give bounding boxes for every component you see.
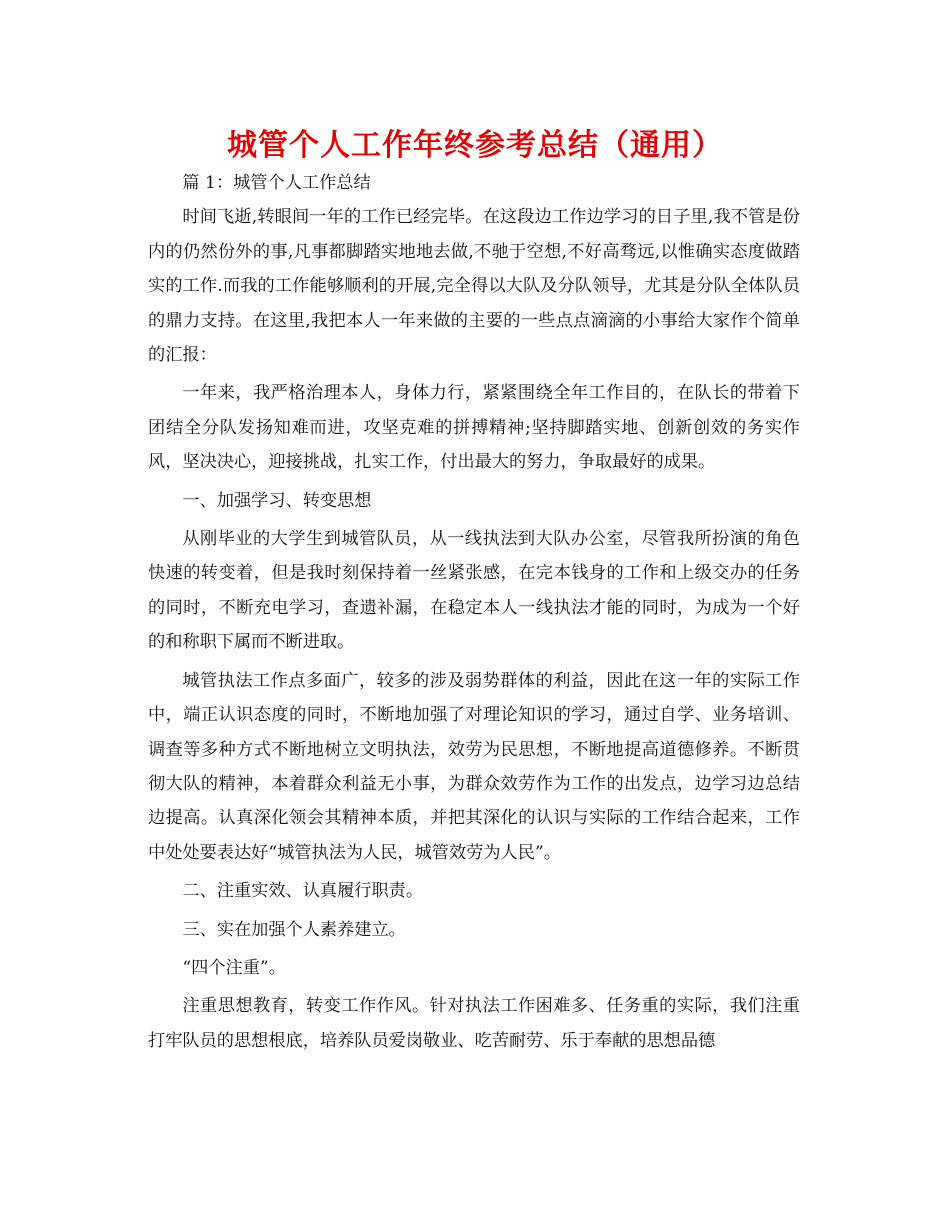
section-heading-quality: 三、实在加强个人素养建立。 bbox=[182, 919, 406, 940]
section-heading-four-focus: “四个注重”。 bbox=[182, 957, 286, 978]
section-heading-part1: 篇 1：城管个人工作总结 bbox=[182, 173, 371, 193]
paragraph-study-2: 城管执法工作点多面广，较多的涉及弱势群体的利益，因此在这一年的实际工作中，端正认识态度的同时，不断地加强了对理论知识的学习，通过自学、业务培训、调查等多种方式不断地树立文明执法，效劳为民思想，不断地提高道德修养。不断贯彻大队的精神，本着群众利益无小事，为群众效劳作为工作的出发点，边学习边总结边提高。认真深化领会其精神本质，并把其深化的认识与实际的工作结合起来，工作中处处要表达好“城管执法为人民，城管效劳为人民”。 bbox=[148, 670, 800, 863]
document-body bbox=[148, 166, 800, 1058]
document-title: 城管个人工作年终参考总结（通用） bbox=[227, 128, 723, 163]
section-heading-duties: 二、注重实效、认真履行职责。 bbox=[182, 881, 424, 902]
paragraph-overview: 一年来，我严格治理本人，身体力行，紧紧围绕全年工作目的，在队长的带着下团结全分队发扬知难而进，攻坚克难的拼搏精神;坚持脚踏实地、创新创效的务实作风，坚决决心，迎接挑战，扎实工作，付出最大的努力，争取最好的成果。 bbox=[148, 383, 800, 473]
paragraph-ideology: 注重思想教育，转变工作作风。针对执法工作困难多、任务重的实际，我们注重打牢队员的思想根底，培养队员爱岗敬业、吃苦耐劳、乐于奉献的思想品德 bbox=[148, 996, 800, 1051]
paragraph-study-1: 从刚毕业的大学生到城管队员，从一线执法到大队办公室，尽管我所扮演的角色快速的转变着，但是我时刻保持着一丝紧张感，在完本钱身的工作和上级交办的任务的同时，不断充电学习，查遗补漏，在稳定本人一线执法才能的同时，为成为一个好的和称职下属而不断进取。 bbox=[148, 529, 800, 653]
section-heading-study: 一、加强学习、转变思想 bbox=[182, 490, 372, 511]
paragraph-intro: 时间飞逝,转眼间一年的工作已经完毕。在这段边工作边学习的日子里,我不管是份内的仍然份外的事,凡事都脚踏实地地去做,不驰于空想,不好高骛远,以惟确实态度做踏实的工作.而我的工作能够顺利的开展,完全得以大队及分队领导，尤其是分队全体队员的鼎力支持。在这里,我把本人一年来做的主要的一些点点滴滴的小事给大家作个简单的汇报： bbox=[148, 207, 800, 366]
